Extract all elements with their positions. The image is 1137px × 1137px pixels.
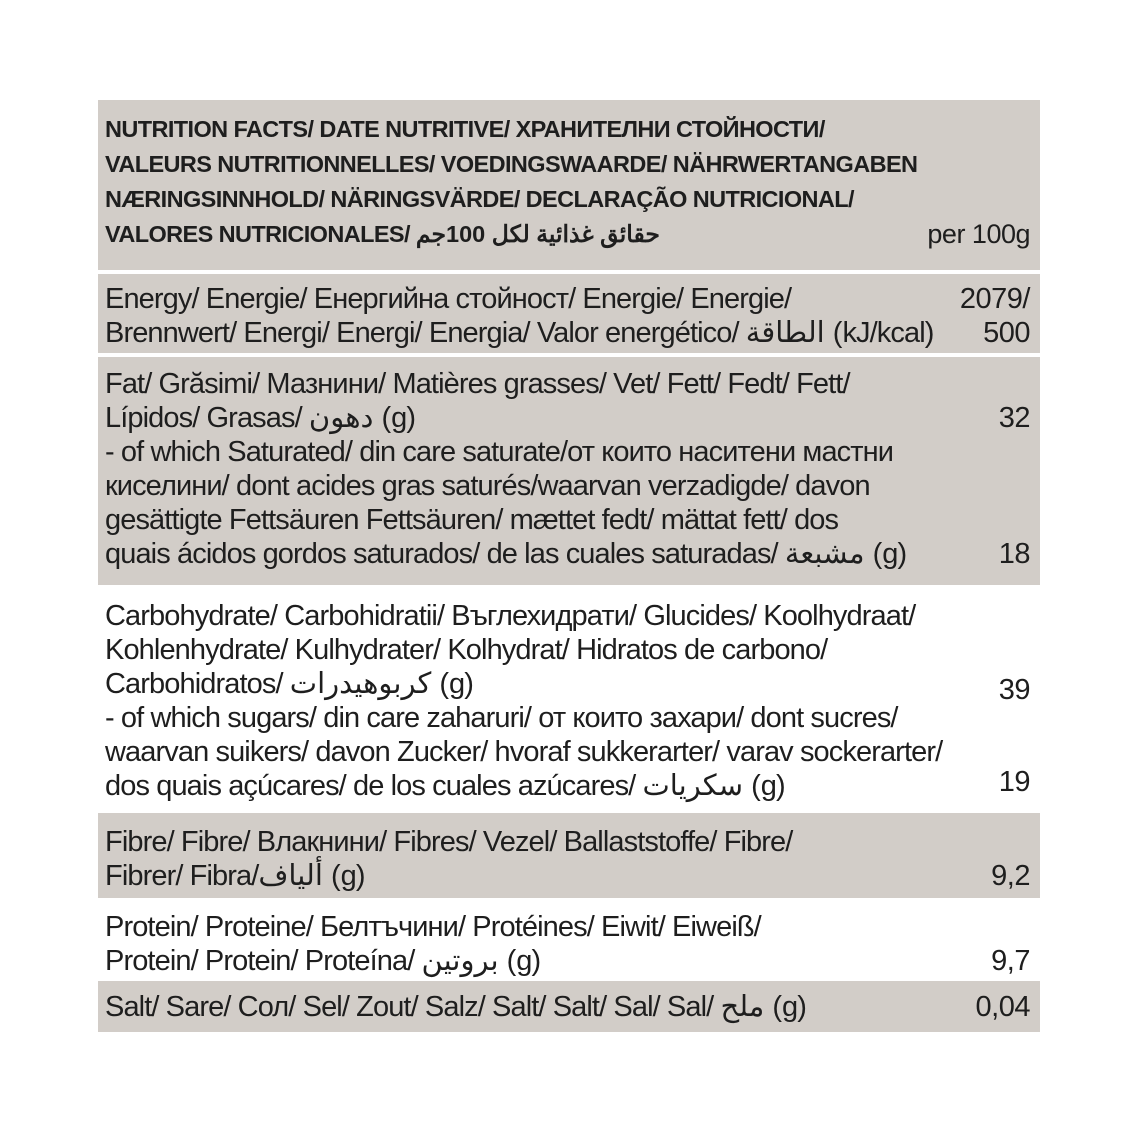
saturated-label-line: gesättigte Fettsäuren Fettsäuren/ mættet fedt/ mättat fett/ dos (105, 504, 839, 536)
header-line: NÆRINGSINNHOLD/ NÄRINGSVÄRDE/ DECLARAÇÃO NUTRICIONAL/ (105, 186, 854, 212)
energy-kcal-value: 500 (983, 317, 1030, 349)
carbohydrate-row (105, 599, 1030, 701)
saturated-row (105, 435, 1030, 571)
fibre-label-line: Fibre/ Fibre/ Влакнини/ Fibres/ Vezel/ Ballaststoffe/ Fibre/ (105, 826, 793, 858)
table-header (98, 100, 1040, 270)
fat-label-line: Fat/ Grăsimi/ Мазнини/ Matières grasses/ Vet/ Fett/ Fedt/ Fett/ (105, 368, 850, 400)
saturated-value: 18 (998, 538, 1030, 570)
fibre-row (98, 813, 1040, 898)
fat-value: 32 (998, 402, 1030, 434)
protein-row (98, 898, 1040, 981)
header-line: NUTRITION FACTS/ DATE NUTRITIVE/ ХРАНИТЕЛНИ СТОЙНОСТИ/ (105, 116, 825, 142)
sugars-label-line: - of which sugars/ din care zaharuri/ от които захари/ dont sucres/ (105, 702, 898, 734)
fibre-value: 9,2 (991, 860, 1030, 892)
salt-row (98, 981, 1040, 1032)
saturated-label-line: quais ácidos gordos saturados/ de las cuales saturadas/ مشبعة (g) (105, 538, 908, 570)
fat-row (105, 367, 1030, 435)
carbohydrate-label-line: Carbohydrate/ Carbohidratii/ Въглехидрати/ Glucides/ Koolhydraat/ (105, 600, 916, 632)
fat-block (98, 357, 1040, 585)
energy-label-line: Energy/ Energie/ Енергийна стойност/ Energie/ Energie/ (105, 283, 792, 315)
salt-label-line: Salt/ Sare/ Сол/ Sel/ Zout/ Salz/ Salt/ Salt/ Sal/ Sal/ ملح (g) (105, 991, 807, 1023)
carbohydrate-label-line: Kohlenhydrate/ Kulhydrater/ Kolhydrat/ Hidratos de carbono/ (105, 634, 828, 666)
sugars-value: 19 (998, 766, 1030, 798)
carbohydrate-block (98, 585, 1040, 813)
energy-kj-value: 2079/ (959, 283, 1030, 315)
protein-value: 9,7 (991, 945, 1030, 977)
protein-label-line: Protein/ Proteine/ Белтъчини/ Protéines/ Eiwit/ Eiweiß/ (105, 911, 761, 943)
header-line: VALEURS NUTRITIONNELLES/ VOEDINGSWAARDE/ NÄHRWERTANGABEN (105, 151, 918, 177)
header-line: VALORES NUTRICIONALES/ حقائق غذائية لكل 100جم (105, 221, 660, 247)
energy-row (98, 274, 1040, 353)
sugars-row (105, 701, 1030, 803)
sugars-label-line: waarvan suikers/ davon Zucker/ hvoraf sukkerarter/ varav sockerarter/ (105, 736, 943, 768)
protein-label-line: Protein/ Protein/ Proteína/ بروتين (g) (105, 945, 542, 977)
nutrition-table (98, 100, 1040, 1032)
carbohydrate-label-line: Carbohidratos/ كربوهيدرات (g) (105, 668, 474, 700)
fibre-label-line: Fibrer/ Fibra/ألياف (g) (105, 860, 366, 892)
per-100g-label: per 100g (927, 219, 1030, 249)
fat-label-line: Lípidos/ Grasas/ دهون (g) (105, 402, 417, 434)
saturated-label-line: - of which Saturated/ din care saturate/от които наситени мастни (105, 436, 894, 468)
energy-label-line: Brennwert/ Energi/ Energi/ Energia/ Valor energético/ الطاقة (kJ/kcal) (105, 317, 935, 349)
salt-value: 0,04 (975, 991, 1030, 1023)
saturated-label-line: киселини/ dont acides gras saturés/waarvan verzadigde/ davon (105, 470, 870, 502)
carbohydrate-value: 39 (998, 674, 1030, 706)
energy-value (960, 282, 1030, 350)
sugars-label-line: dos quais açúcares/ de los cuales azúcares/ سكريات (g) (105, 770, 786, 802)
